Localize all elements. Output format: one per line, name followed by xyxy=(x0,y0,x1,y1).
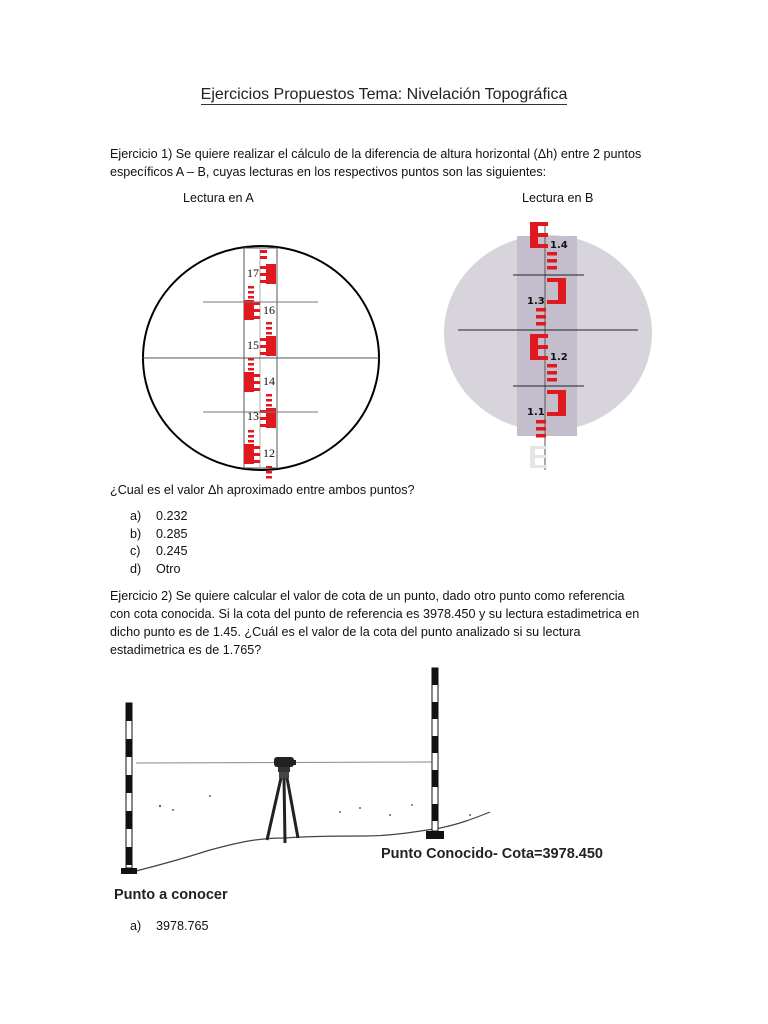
unknown-point-label: Punto a conocer xyxy=(114,887,228,903)
rod-b-number: 1.2 xyxy=(550,352,568,363)
rod-a-number: 17 xyxy=(247,266,259,280)
page-title: Ejercicios Propuestos Tema: Nivelación Topográfica xyxy=(200,86,568,103)
known-point-rod xyxy=(432,668,438,831)
rod-b-number: 1.4 xyxy=(550,240,568,251)
rod-a-number: 14 xyxy=(263,374,275,388)
option-a[interactable]: a) 0.232 xyxy=(130,509,188,523)
exercise-2-options xyxy=(130,918,209,936)
rod-b-number: 1.1 xyxy=(527,407,545,418)
level-instrument xyxy=(267,757,298,843)
rod-a-number: 12 xyxy=(263,446,275,460)
option-d[interactable]: d) Otro xyxy=(130,561,181,576)
unknown-point-rod xyxy=(126,703,132,868)
option-b[interactable]: b) 0.285 xyxy=(130,526,188,541)
rod-a-number: 13 xyxy=(247,409,259,423)
exercise-1-question: ¿Cual es el valor Δh aproximado entre ambos puntos? xyxy=(110,483,415,497)
known-point-label: Punto Conocido- Cota=3978.450 xyxy=(381,846,603,862)
rod-b-number: 1.3 xyxy=(527,296,545,307)
option-c[interactable]: c) 0.245 xyxy=(130,544,188,558)
option-a[interactable]: a) 3978.765 xyxy=(130,919,209,933)
exercise-2-statement: Ejercicio 2) Se quiere calcular el valor de cota de un punto, dado otro punto como referencia con cota conocida. Si la cota del punto de referencia es 3978.450 y su lectura estadimetrica en dicho punto es de 1.45. ¿Cuál es el valor de la cota del punto analizado si su lectura estadimetrica es de 1.765? xyxy=(110,589,640,657)
reading-b-label: Lectura en B xyxy=(522,191,594,205)
rod-a-number: 16 xyxy=(263,303,275,317)
rod-a-number: 15 xyxy=(247,338,259,352)
reading-a-label: Lectura en A xyxy=(183,191,254,205)
terrain-dots xyxy=(159,795,471,816)
exercise-1-statement: Ejercicio 1) Se quiere realizar el cálculo de la diferencia de altura horizontal (Δh) entre 2 puntos específicos A – B, cuyas lecturas en los respectivos puntos son las siguientes: xyxy=(110,147,642,179)
